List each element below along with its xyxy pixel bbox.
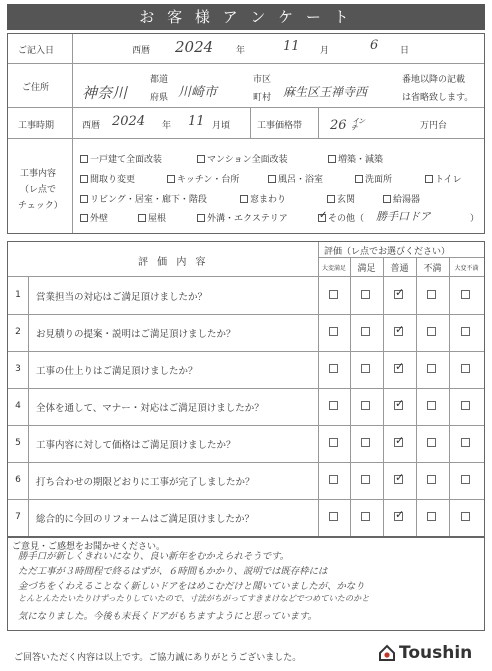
rating-checkbox[interactable]	[361, 364, 370, 373]
question-number: 7	[15, 512, 21, 522]
work-period-month-unit: 月頃	[212, 121, 231, 131]
rating-checkbox[interactable]	[427, 401, 436, 410]
work-option[interactable]: トイレ	[425, 172, 462, 185]
comment-line: ただ工事が３時間程で終るはずが、６時間もかかり、説明では既存枠には	[18, 566, 328, 577]
work-option[interactable]: マンション全面改装	[197, 152, 288, 165]
rating-checkbox-checked[interactable]	[394, 327, 403, 336]
checkbox-checked-icon[interactable]	[318, 214, 326, 222]
address-pref-label-1: 都道	[150, 75, 169, 85]
work-option-other-value: 勝手口ドア	[376, 210, 431, 223]
work-option[interactable]: 増築・減築	[328, 152, 383, 165]
address-ward-label-1: 市区	[253, 75, 272, 85]
question-number: 6	[15, 475, 21, 485]
question-text: 全体を通して、マナー・対応はご満足頂けましたか？	[36, 403, 264, 414]
rating-checkbox[interactable]	[461, 438, 470, 447]
checkbox-icon[interactable]	[80, 155, 88, 163]
comment-line: 勝手口が新しくきれいになり、良い新年をむかえられそうです。	[18, 551, 290, 562]
entry-date-year: 2024	[175, 38, 214, 56]
work-option-other-close: ）	[470, 214, 480, 224]
work-content-label-1: 工事内容	[20, 169, 57, 179]
entry-date-era: 西暦	[132, 46, 151, 56]
checkbox-icon[interactable]	[197, 214, 205, 222]
level-satisfied: 満足	[357, 264, 376, 274]
checkbox-icon[interactable]	[80, 214, 88, 222]
level-very-satisfied: 大変満足	[321, 265, 346, 272]
work-period-month: 11	[188, 114, 205, 129]
comments-label: ご意見・ご感想をお聞かせください。	[12, 542, 166, 552]
checkbox-icon[interactable]	[138, 214, 146, 222]
question-number: 1	[15, 290, 21, 300]
price-range-label: 工事価格帯	[257, 121, 303, 131]
entry-date-month-unit: 月	[320, 46, 330, 56]
comment-line: とんとんたたいたりけずったりしていたので、寸法がちがってすきまけなどでつめていたのかと	[18, 593, 370, 603]
entry-date-month: 11	[283, 39, 300, 54]
rating-checkbox[interactable]	[461, 364, 470, 373]
checkbox-icon[interactable]	[167, 175, 175, 183]
work-period-year-unit: 年	[162, 121, 172, 131]
work-option[interactable]: 給湯器	[383, 192, 420, 205]
rating-checkbox[interactable]	[427, 290, 436, 299]
rating-checkbox[interactable]	[329, 327, 338, 336]
address-label: ご住所	[22, 83, 50, 93]
rating-checkbox[interactable]	[427, 364, 436, 373]
checkbox-icon[interactable]	[355, 175, 363, 183]
comment-line: 金づちをくわえることなく新しいドアをはめこむだけと聞いていましたが、かなり	[18, 581, 365, 592]
work-option[interactable]: 洗面所	[355, 172, 392, 185]
address-ward-label-2: 町村	[253, 93, 272, 103]
evaluation-table	[7, 241, 485, 537]
checkbox-icon[interactable]	[268, 175, 276, 183]
rating-checkbox-checked[interactable]	[394, 401, 403, 410]
work-period-label: 工事時期	[18, 121, 55, 131]
question-number: 2	[15, 327, 21, 337]
address-ward: 麻生区王禅寺西	[283, 85, 368, 99]
form-title: お 客 様 ア ン ケ ー ト	[7, 4, 485, 30]
question-number: 3	[15, 364, 21, 374]
brand-name: Toushin	[399, 643, 473, 663]
work-option[interactable]: 窓まわり	[240, 192, 286, 205]
work-option[interactable]: リビング・居室・廊下・階段	[80, 192, 207, 205]
rating-checkbox[interactable]	[361, 475, 370, 484]
rating-checkbox[interactable]	[329, 401, 338, 410]
checkbox-icon[interactable]	[328, 155, 336, 163]
rating-checkbox[interactable]	[461, 290, 470, 299]
rating-checkbox[interactable]	[329, 512, 338, 521]
address-prefecture: 神奈川	[82, 84, 128, 102]
question-text: 営業担当の対応はご満足頂けましたか？	[36, 292, 208, 303]
rating-checkbox-checked[interactable]	[394, 438, 403, 447]
rating-checkbox[interactable]	[427, 512, 436, 521]
rating-checkbox[interactable]	[461, 401, 470, 410]
rating-checkbox[interactable]	[427, 475, 436, 484]
work-option[interactable]: キッチン・台所	[167, 172, 239, 185]
address-city: 川崎市	[178, 85, 218, 100]
price-range-unit: 万円台	[420, 121, 448, 131]
work-option-other[interactable]: ✓ その他（	[318, 211, 364, 224]
address-pref-label-2: 府県	[150, 93, 169, 103]
checkbox-icon[interactable]	[197, 155, 205, 163]
work-option[interactable]: 間取り変更	[80, 172, 135, 185]
level-very-dissatisfied: 大変不満	[454, 265, 479, 272]
work-option[interactable]: 玄関	[327, 192, 355, 205]
work-option[interactable]: 屋根	[138, 211, 166, 224]
evaluation-rating-header: 評価（レ点でお選びください）	[324, 247, 451, 257]
rating-checkbox-checked[interactable]	[394, 290, 403, 299]
rating-checkbox[interactable]	[329, 438, 338, 447]
question-number: 5	[15, 438, 21, 448]
work-option[interactable]: 外溝・エクステリア	[197, 211, 288, 224]
rating-checkbox[interactable]	[329, 475, 338, 484]
footer-text: ご回答いただく内容は以上です。ご協力誠にありがとうございました。	[14, 653, 302, 663]
checkbox-icon[interactable]	[240, 195, 248, 203]
entry-date-day: 6	[370, 38, 379, 53]
entry-date-year-unit: 年	[236, 46, 246, 56]
entry-date-day-unit: 日	[400, 46, 410, 56]
rating-checkbox-checked[interactable]	[394, 475, 403, 484]
rating-checkbox[interactable]	[329, 364, 338, 373]
level-dissatisfied: 不満	[423, 264, 442, 274]
level-neutral: 普通	[390, 264, 409, 274]
work-period-era: 西暦	[82, 121, 101, 131]
checkbox-icon[interactable]	[80, 195, 88, 203]
work-option[interactable]: 外壁	[80, 211, 108, 224]
rating-checkbox[interactable]	[329, 290, 338, 299]
rating-checkbox[interactable]	[427, 327, 436, 336]
house-logo-icon	[378, 644, 396, 662]
work-option[interactable]: 一戸建て全面改装	[80, 152, 162, 165]
rating-checkbox[interactable]	[461, 512, 470, 521]
rating-checkbox[interactable]	[361, 401, 370, 410]
work-content-label-3: チェック）	[18, 201, 63, 211]
rating-checkbox[interactable]	[361, 512, 370, 521]
question-text: 工事内容に対して価格はご満足頂けましたか？	[36, 440, 236, 451]
work-option[interactable]: 風呂・浴室	[268, 172, 323, 185]
rating-checkbox[interactable]	[361, 438, 370, 447]
comment-line: 気になりました。今後も末長くドアがもちますようにと思っています。	[18, 611, 317, 622]
rating-checkbox-checked[interactable]	[394, 512, 403, 521]
checkbox-icon[interactable]	[425, 175, 433, 183]
work-content-label-2: （レ点で	[20, 185, 57, 195]
rating-checkbox[interactable]	[427, 438, 436, 447]
question-text: 工事の仕上りはご満足頂けましたか？	[36, 366, 198, 377]
evaluation-content-header: 評 価 内 容	[138, 257, 209, 268]
question-number: 4	[15, 401, 21, 411]
rating-checkbox-checked[interactable]	[394, 364, 403, 373]
question-text: 打ち合わせの期限どおりに工事が完了しましたか？	[36, 477, 255, 488]
question-text: お見積りの提案・説明はご満足頂けましたか？	[36, 329, 236, 340]
rating-checkbox[interactable]	[461, 327, 470, 336]
rating-checkbox[interactable]	[361, 327, 370, 336]
address-note-2: は省略致します。	[402, 93, 474, 103]
work-period-year: 2024	[112, 114, 146, 129]
rating-checkbox[interactable]	[461, 475, 470, 484]
checkbox-icon[interactable]	[327, 195, 335, 203]
toushin-logo	[378, 643, 472, 663]
question-text: 総合的に今回のリフォームはご満足頂けましたか？	[36, 514, 255, 525]
price-range-value: 26 ㌅	[330, 118, 364, 133]
entry-date-label: ご記入日	[18, 46, 55, 56]
checkbox-icon[interactable]	[80, 175, 88, 183]
rating-checkbox[interactable]	[361, 290, 370, 299]
checkbox-icon[interactable]	[383, 195, 391, 203]
address-note-1: 番地以降の記載	[402, 75, 466, 85]
